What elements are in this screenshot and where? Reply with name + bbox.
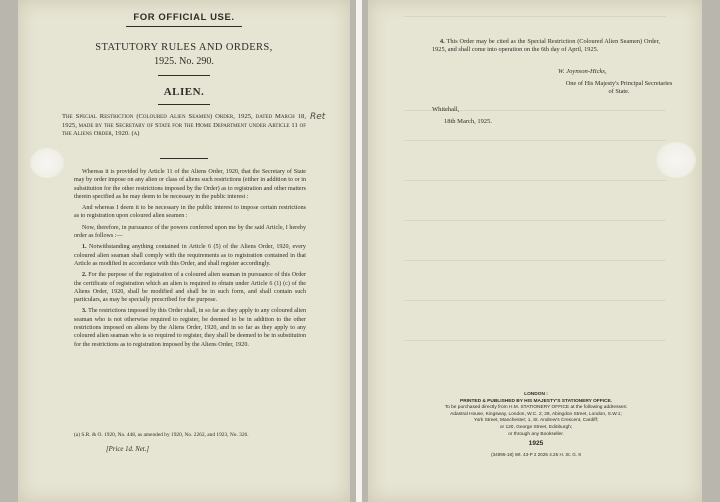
official-use-heading: FOR OFFICIAL USE.	[133, 12, 235, 23]
paragraph-4-number: 4.	[440, 38, 445, 45]
paper-damage	[30, 148, 64, 178]
printer-city: LONDON :	[524, 392, 548, 397]
paragraph-3-text: The restrictions imposed by this Order shall, in so far as they apply to any coloured alien seaman who is not otherwise required to register, be deemed to be in addition to the other restrictions imposed on aliens by the Aliens Order, 1920, and in so far as they apply to any coloured alien seaman who is so required to register, they shall be deemed to be in substitution for the restrictions as to registration imposed by the Aliens Order, 1920.	[74, 308, 306, 348]
show-through-line	[404, 260, 666, 261]
paragraph-2-number: 2.	[82, 272, 87, 279]
show-through-line	[404, 220, 666, 221]
printer-line: PRINTED & PUBLISHED BY HIS MAJESTY'S STATIONERY OFFICE.	[460, 398, 612, 404]
subject-heading: ALIEN.	[163, 86, 205, 98]
price-note: [Price 1d. Net.]	[106, 446, 150, 453]
left-page	[18, 0, 350, 502]
print-code: (34995-18) Wt. 43-P 2 2025 4.25 H. St. G. 8	[491, 451, 581, 457]
date: 18th March, 1925.	[444, 118, 493, 125]
purchase-line-3: York Street, Manchester; 1, St. Andrew's Crescent, Cardiff;	[473, 418, 599, 424]
order-title: The Special Restriction (Coloured Alien Seamen) Order, 1925, dated March 18, 1925, made by the Secretary of State for the Home Department under Article 11 of the Aliens Order, 1920. (a)	[62, 113, 306, 138]
signatory: W. Joynson-Hicks,	[558, 68, 607, 75]
paragraph-1	[74, 243, 306, 268]
handwritten-note: Ret	[310, 112, 326, 122]
paragraph-2	[74, 271, 306, 304]
signatory-office: One of His Majesty's Principal Secretaries of State.	[565, 80, 673, 95]
footnote: (a) S.R. & O. 1920, No. 448, as amended by 1920, No. 2262, and 1923, No. 326.	[74, 432, 249, 438]
paragraph-3	[74, 307, 306, 348]
show-through-line	[404, 340, 666, 341]
recital-2: And whereas I deem it to be necessary in the public interest to impose certain restrictions as to registration upon coloured alien seamen :	[74, 205, 306, 220]
paragraph-4	[432, 38, 660, 55]
recital-1: Whereas it is provided by Article 11 of the Aliens Order, 1920, that the Secretary of State may by order impose on any alien or class of aliens such restrictions (either in addition to or in substitution for the other restrictions imposed by the Order) as to registration and other matters therein specified as he may deem to be necessary in the public interest :	[74, 169, 306, 200]
rule-short-2	[158, 104, 210, 105]
purchase-line-2: Adastral House, Kingsway, London, W.C. 2; 28, Abingdon Street, London, S.W.1;	[450, 411, 622, 417]
show-through-line	[404, 300, 666, 301]
show-through-line	[404, 16, 666, 17]
paragraph-4-text: This Order may be cited as the Special Restriction (Coloured Alien Seamen) Order, 1925, and shall come into operation on the 6th day of April, 1925.	[432, 38, 660, 54]
paragraph-2-text: For the purpose of the registration of a coloured alien seaman in pursuance of this Order the certificate of registration which an alien is required to obtain under Article 6 (1) (c) of the Aliens Order, 1920, shall be modified and shall be in such form, and shall contain such particulars, as may be specially prescribed for the purpose.	[74, 272, 306, 304]
paragraph-1-text: Notwithstanding anything contained in Article 6 (5) of the Aliens Order, 1920, every coloured alien seaman shall comply with the requirements as to registration contained in that Article as modified in accordance with this Order, and shall register accordingly.	[74, 244, 306, 267]
heading-underline	[126, 26, 242, 27]
paragraph-3-number: 3.	[82, 308, 87, 315]
paragraph-1-number: 1.	[82, 244, 87, 251]
rule-short	[158, 75, 210, 76]
show-through-line	[404, 180, 666, 181]
show-through-line	[404, 140, 666, 141]
recitals	[74, 168, 306, 349]
paper-damage	[656, 142, 696, 178]
rule-short-3	[160, 158, 208, 159]
place: Whitehall,	[432, 106, 460, 113]
purchase-line-5: or through any Bookseller.	[508, 431, 564, 437]
series-number: 1925. No. 290.	[154, 56, 214, 67]
printer-imprint	[418, 392, 654, 458]
publication-year: 1925	[528, 440, 544, 448]
right-page	[368, 0, 702, 502]
page-divider	[356, 0, 362, 502]
series-title: STATUTORY RULES AND ORDERS,	[95, 42, 273, 53]
purchase-line-1: To be purchased directly from H.M. STATIONERY OFFICE at the following addresses:	[444, 405, 628, 411]
recital-3: Now, therefore, in pursuance of the powers conferred upon me by the said Article, I hereby order as follows :—	[74, 224, 306, 240]
purchase-line-4: or 120, George Street, Edinburgh;	[499, 424, 573, 430]
